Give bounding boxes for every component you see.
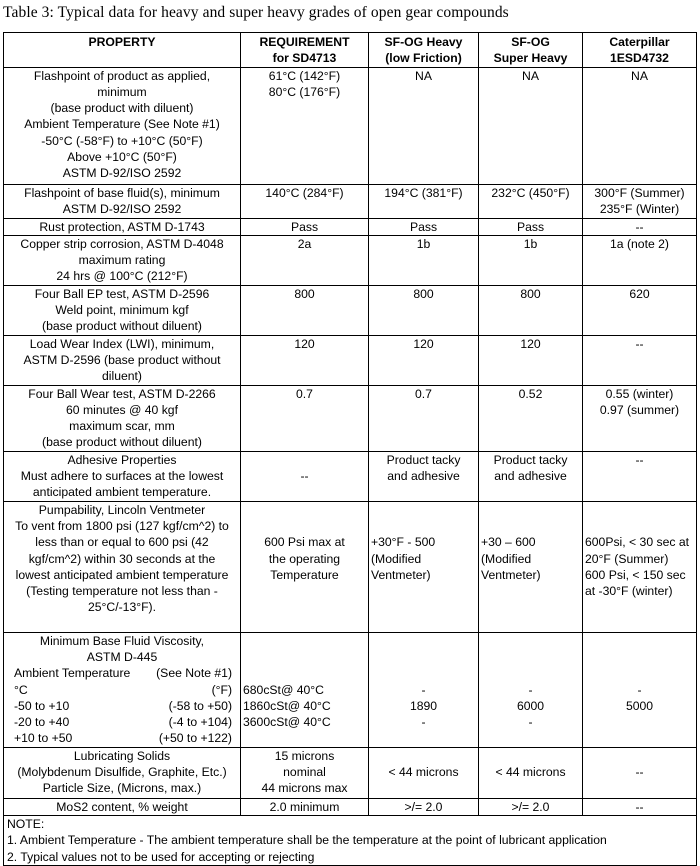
cell-text-line: >/= 2.0: [511, 799, 550, 814]
caterpillar-cell: [583, 501, 697, 632]
property-cell: [4, 501, 241, 632]
requirement-cell: [241, 747, 369, 798]
cell-text-line: kgf/cm^2) within 30 seconds at the: [28, 551, 216, 566]
cell-text-line: -: [637, 682, 642, 697]
celsius-range: Ambient Temperature: [14, 666, 131, 681]
cell-text-line: Pass: [516, 219, 545, 234]
temperature-range-line: [6, 682, 238, 698]
sf-og-super-heavy-cell: [479, 501, 583, 632]
header-row: [4, 33, 697, 68]
notes-heading: NOTE:: [7, 817, 45, 832]
cell-text-line: 0.7: [415, 386, 432, 401]
requirement-cell: [241, 285, 369, 335]
property-cell: [4, 632, 241, 747]
cell-text-line: [243, 649, 366, 665]
cell-text-line: Load Wear Index (LWI), minimum,: [29, 336, 215, 351]
table-row: [4, 67, 697, 184]
table-row: [4, 335, 697, 385]
cell-text-line: [243, 452, 366, 468]
cell-text-line: ASTM D-92/ISO 2592: [62, 166, 182, 181]
celsius-range: -50 to +10: [14, 698, 70, 713]
sf-og-heavy-cell: [369, 632, 479, 747]
cell-text-line: Pass: [290, 219, 319, 234]
cell-text-line: [585, 633, 694, 649]
table-row: [4, 235, 697, 285]
cell-text-line: Ambient Temperature (See Note #1): [24, 117, 220, 132]
cell-text-line: +30°F - 500: [371, 535, 436, 550]
fahrenheit-range: (See Note #1): [156, 666, 232, 681]
property-cell: [4, 451, 241, 501]
cell-text-line: [243, 502, 366, 518]
cell-text-line: [243, 665, 366, 681]
cell-text-line: maximum scar, mm: [69, 419, 175, 434]
cell-text-line: 800: [413, 286, 434, 301]
header-text-line: SF-OG Heavy: [384, 35, 463, 49]
cell-text-line: ASTM D-92/ISO 2592: [62, 201, 182, 216]
header-text-line: PROPERTY: [88, 35, 156, 49]
cell-text-line: Ventmeter): [481, 567, 541, 582]
cell-text-line: [243, 633, 366, 649]
open-gear-compound-table: [3, 32, 697, 866]
property-cell: [4, 335, 241, 385]
celsius-range: -20 to +40: [14, 715, 70, 730]
cell-text-line: (base product with diluent): [50, 101, 194, 116]
table-row: [4, 218, 697, 235]
cell-text-line: -: [528, 682, 533, 697]
cell-text-line: lowest anticipated ambient temperature: [15, 567, 229, 582]
cell-text-line: 800: [294, 286, 315, 301]
cell-text-line: --: [635, 765, 644, 780]
header-property: [4, 33, 241, 68]
cell-text-line: NA: [631, 68, 648, 83]
property-cell: [4, 67, 241, 184]
cell-text-line: Flashpoint of base fluid(s), minimum: [24, 185, 220, 200]
cell-text-line: [371, 649, 476, 665]
cell-text-line: 44 microns max: [261, 781, 348, 796]
cell-text-line: Product tacky: [386, 452, 461, 467]
cell-text-line: -50°C (-58°F) to +10°C (50°F): [41, 133, 203, 148]
header-text-line: Caterpillar: [609, 35, 670, 49]
cell-text-line: 120: [294, 336, 315, 351]
temperature-range-line: [6, 730, 238, 746]
cell-text-line: ASTM D-2596 (base product without: [23, 352, 221, 367]
cell-text-line: 232°C (450°F): [491, 185, 570, 200]
cell-text-line: 6000: [516, 698, 545, 713]
cell-text-line: 3600cSt@ 40°C: [243, 715, 331, 730]
table-row: [4, 385, 697, 451]
cell-text-line: 2a: [297, 236, 312, 251]
caterpillar-cell: [583, 747, 697, 798]
cell-text-line: < 44 microns: [495, 765, 566, 780]
cell-text-line: [481, 633, 580, 649]
property-cell: [4, 285, 241, 335]
cell-text-line: [585, 518, 694, 534]
sf-og-super-heavy-cell: [479, 451, 583, 501]
celsius-range: +10 to +50: [14, 731, 73, 746]
caterpillar-cell: [583, 385, 697, 451]
cell-text-line: 600Psi, < 30 sec at: [585, 535, 689, 550]
caterpillar-cell: [583, 335, 697, 385]
cell-text-line: 235°F (Winter): [599, 201, 680, 216]
cell-text-line: 1b: [523, 236, 538, 251]
cell-text-line: 61°C (142°F): [268, 68, 341, 83]
temperature-range-line: [6, 665, 238, 681]
notes-row: [4, 816, 697, 866]
header-text-line: 1ESD4732: [610, 51, 669, 66]
cell-text-line: Must adhere to surfaces at the lowest: [20, 469, 224, 484]
table-row: [4, 798, 697, 815]
cell-text-line: 194°C (381°F): [384, 185, 463, 200]
sf-og-heavy-cell: [369, 67, 479, 184]
cell-text-line: 120: [520, 336, 541, 351]
cell-text-line: NA: [415, 68, 432, 83]
sf-og-heavy-cell: [369, 285, 479, 335]
cell-text-line: anticipated ambient temperature.: [32, 485, 212, 500]
header-caterpillar: [583, 33, 697, 68]
cell-text-line: (base product without diluent): [42, 435, 202, 450]
sf-og-heavy-cell: [369, 798, 479, 815]
header-text-line: for SD4713: [272, 51, 337, 66]
table-row: [4, 285, 697, 335]
cell-text-line: Particle Size, (Microns, max.): [42, 781, 202, 796]
cell-text-line: the operating: [268, 551, 341, 566]
cell-text-line: (Modified: [371, 551, 422, 566]
sf-og-super-heavy-cell: [479, 184, 583, 218]
sf-og-heavy-cell: [369, 385, 479, 451]
cell-text-line: 1860cSt@ 40°C: [243, 698, 331, 713]
cell-text-line: 680cSt@ 40°C: [243, 682, 324, 697]
property-cell: [4, 184, 241, 218]
cell-text-line: [585, 649, 694, 665]
header-sf-og-heavy: [369, 33, 479, 68]
cell-text-line: >/= 2.0: [404, 799, 443, 814]
cell-text-line: 5000: [625, 698, 654, 713]
header-requirement: [241, 33, 369, 68]
cell-text-line: 120: [413, 336, 434, 351]
property-cell: [4, 235, 241, 285]
cell-text-line: 2.0 minimum: [269, 799, 340, 814]
fahrenheit-range: (-58 to +50): [168, 698, 232, 713]
sf-og-heavy-cell: [369, 184, 479, 218]
cell-text-line: 600 Psi, < 150 sec: [585, 567, 686, 582]
cell-text-line: 60 minutes @ 40 kgf: [66, 402, 178, 417]
cell-text-line: Pass: [409, 219, 438, 234]
cell-text-line: and adhesive: [494, 469, 567, 484]
property-cell: [4, 798, 241, 815]
cell-text-line: Weld point, minimum kgf: [55, 303, 189, 318]
cell-text-line: 20°F (Summer): [585, 551, 669, 566]
temperature-range-line: [6, 714, 238, 730]
cell-text-line: maximum rating: [78, 253, 166, 268]
cell-text-line: -: [421, 682, 426, 697]
caterpillar-cell: [583, 451, 697, 501]
cell-text-line: [371, 633, 476, 649]
cell-text-line: [371, 518, 476, 534]
table-row: [4, 747, 697, 798]
cell-text-line: [243, 518, 366, 534]
cell-text-line: nominal: [283, 765, 326, 780]
cell-text-line: +30 – 600: [481, 535, 536, 550]
header-text-line: SF-OG: [511, 35, 550, 49]
cell-text-line: MoS2 content, % weight: [56, 799, 188, 814]
cell-text-line: and adhesive: [387, 469, 460, 484]
cell-text-line: [585, 714, 694, 730]
cell-text-line: Rust protection, ASTM D-1743: [39, 219, 205, 234]
sf-og-super-heavy-cell: [479, 285, 583, 335]
cell-text-line: 140°C (284°F): [265, 185, 344, 200]
cell-text-line: (Testing temperature not less than -: [26, 584, 218, 599]
requirement-cell: [241, 67, 369, 184]
cell-text-line: 1890: [409, 698, 438, 713]
cell-text-line: Copper strip corrosion, ASTM D-4048: [20, 236, 224, 251]
cell-text-line: diluent): [102, 369, 142, 384]
sf-og-super-heavy-cell: [479, 385, 583, 451]
cell-text-line: 0.55 (winter): [605, 386, 674, 401]
cell-text-line: [371, 665, 476, 681]
requirement-cell: [241, 335, 369, 385]
fahrenheit-range: (°F): [211, 682, 232, 697]
requirement-cell: [241, 501, 369, 632]
sf-og-heavy-cell: [369, 501, 479, 632]
sf-og-super-heavy-cell: [479, 235, 583, 285]
note-item: 2. Typical values not to be used for accepting or rejecting: [7, 849, 315, 864]
cell-text-line: 15 microns: [274, 748, 335, 763]
caterpillar-cell: [583, 285, 697, 335]
sf-og-super-heavy-cell: [479, 632, 583, 747]
cell-text-line: Lubricating Solids: [73, 748, 171, 763]
cell-text-line: (Molybdenum Disulfide, Graphite, Etc.): [17, 765, 227, 780]
requirement-cell: [241, 235, 369, 285]
cell-text-line: 620: [629, 286, 650, 301]
cell-text-line: 24 hrs @ 100°C (212°F): [56, 269, 188, 284]
cell-text-line: [481, 649, 580, 665]
property-cell: [4, 385, 241, 451]
cell-text-line: Temperature: [270, 567, 339, 582]
cell-text-line: Ventmeter): [371, 567, 431, 582]
temperature-range-line: [6, 698, 238, 714]
fahrenheit-range: (+50 to +122): [158, 731, 232, 746]
cell-text-line: 1b: [416, 236, 431, 251]
cell-text-line: --: [635, 452, 644, 467]
header-text-line: (low Friction): [385, 51, 462, 66]
cell-text-line: To vent from 1800 psi (127 kgf/cm^2) to: [15, 518, 229, 533]
cell-text-line: Adhesive Properties: [67, 452, 177, 467]
header-sf-og-super-heavy: [479, 33, 583, 68]
sf-og-super-heavy-cell: [479, 747, 583, 798]
caterpillar-cell: [583, 184, 697, 218]
cell-text-line: [481, 748, 580, 764]
property-cell: [4, 747, 241, 798]
cell-text-line: minimum: [97, 84, 147, 99]
cell-text-line: [481, 502, 580, 518]
requirement-cell: [241, 184, 369, 218]
table-row: [4, 451, 697, 501]
celsius-range: °C: [14, 682, 28, 697]
caterpillar-cell: [583, 798, 697, 815]
cell-text-line: [481, 518, 580, 534]
requirement-cell: [241, 632, 369, 747]
note-item: 1. Ambient Temperature - The ambient temperature shall be the temperature at the point of lubricant application: [7, 833, 607, 848]
cell-text-line: --: [635, 799, 644, 814]
cell-text-line: Four Ball EP test, ASTM D-2596: [34, 286, 210, 301]
caterpillar-cell: [583, 67, 697, 184]
cell-text-line: -: [528, 715, 533, 730]
sf-og-super-heavy-cell: [479, 67, 583, 184]
sf-og-super-heavy-cell: [479, 798, 583, 815]
cell-text-line: (Modified: [481, 551, 532, 566]
cell-text-line: [585, 748, 694, 764]
sf-og-super-heavy-cell: [479, 218, 583, 235]
cell-text-line: 800: [520, 286, 541, 301]
cell-text-line: --: [300, 469, 309, 484]
table-row: [4, 501, 697, 632]
header-text-line: Super Heavy: [493, 51, 568, 66]
cell-text-line: 0.97 (summer): [599, 402, 680, 417]
requirement-cell: [241, 451, 369, 501]
cell-text-line: 600 Psi max at: [264, 535, 345, 550]
table-row: [4, 632, 697, 747]
fahrenheit-range: (-4 to +104): [168, 715, 232, 730]
table-caption: Table 3: Typical data for heavy and super heavy grades of open gear compounds: [3, 4, 509, 21]
cell-text-line: 25°C/-13°F).: [88, 600, 156, 615]
sf-og-super-heavy-cell: [479, 335, 583, 385]
cell-text-line: Four Ball Wear test, ASTM D-2266: [28, 386, 216, 401]
cell-text-line: 1a (note 2): [610, 236, 669, 251]
cell-text-line: < 44 microns: [388, 765, 459, 780]
cell-text-line: [585, 665, 694, 681]
cell-text-line: 0.7: [296, 386, 313, 401]
cell-text-line: Pumpability, Lincoln Ventmeter: [38, 502, 206, 517]
cell-text-line: --: [635, 336, 644, 351]
cell-text-line: Flashpoint of product as applied,: [33, 68, 211, 83]
sf-og-heavy-cell: [369, 747, 479, 798]
header-text-line: REQUIREMENT: [259, 35, 350, 49]
cell-text-line: [481, 665, 580, 681]
table-row: [4, 184, 697, 218]
property-cell: [4, 218, 241, 235]
notes-cell: [4, 816, 697, 866]
cell-text-line: (base product without diluent): [42, 319, 202, 334]
caterpillar-cell: [583, 218, 697, 235]
cell-text-line: Minimum Base Fluid Viscosity,: [39, 633, 205, 648]
sf-og-heavy-cell: [369, 335, 479, 385]
cell-text-line: [585, 502, 694, 518]
cell-text-line: Above +10°C (50°F): [67, 150, 177, 165]
cell-text-line: ASTM D-445: [86, 649, 158, 664]
sf-og-heavy-cell: [369, 218, 479, 235]
cell-text-line: Product tacky: [493, 452, 568, 467]
sf-og-heavy-cell: [369, 235, 479, 285]
cell-text-line: at -30°F (winter): [585, 584, 673, 599]
cell-text-line: less than or equal to 600 psi (42: [35, 535, 209, 550]
caterpillar-cell: [583, 632, 697, 747]
cell-text-line: [371, 502, 476, 518]
cell-text-line: 300°F (Summer): [594, 185, 685, 200]
cell-text-line: NA: [522, 68, 539, 83]
cell-text-line: -: [421, 715, 426, 730]
requirement-cell: [241, 798, 369, 815]
cell-text-line: 0.52: [518, 386, 543, 401]
caterpillar-cell: [583, 235, 697, 285]
requirement-cell: [241, 218, 369, 235]
sf-og-heavy-cell: [369, 451, 479, 501]
cell-text-line: 80°C (176°F): [268, 84, 341, 99]
cell-text-line: --: [635, 219, 644, 234]
requirement-cell: [241, 385, 369, 451]
cell-text-line: [371, 748, 476, 764]
